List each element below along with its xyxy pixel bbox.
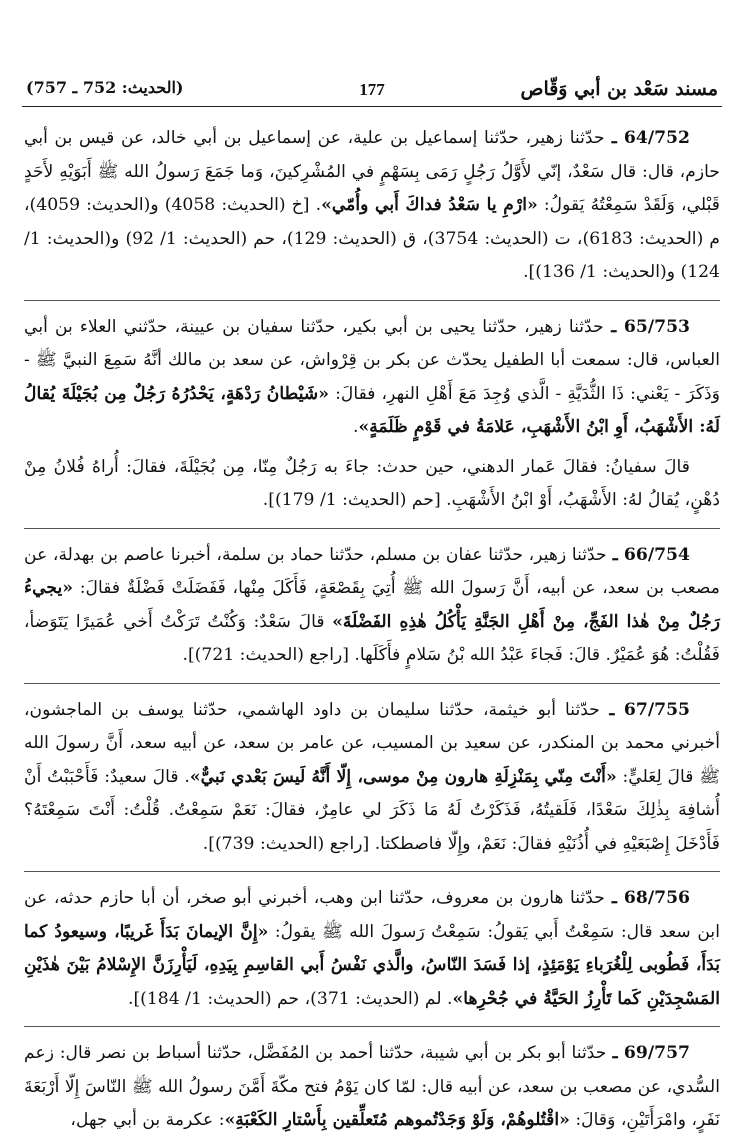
hadith-paragraph <box>24 311 720 445</box>
hadith-number: 65/753 ـ <box>603 316 690 337</box>
page-body <box>24 112 720 1148</box>
prophetic-quote: «ارْمِ يا سَعْدُ فداكَ أَبي وأُمّي» <box>321 195 538 215</box>
prophetic-quote: «أَنْتَ مِنّي بِمَنْزِلَةِ هارون مِنْ موسى، إِلّا أَنَّهُ لَيسَ بَعْدي نَبيٌّ» <box>189 766 617 787</box>
hadith-range: (الحديث: 752 ـ 757) <box>26 78 184 97</box>
hadith-entry <box>24 872 720 1027</box>
hadith-paragraph <box>24 882 720 1016</box>
hadith-paragraph <box>24 451 720 518</box>
hadith-entry <box>24 301 720 529</box>
narration-text: حدّثنا زهير، حدّثنا عفان بن مسلم، حدّثنا حماد بن سلمة، أخبرنا عاصم بن بهدلة، عن مصعب بن سعد، عن أبيه، أَنَّ رَسولَ الله ﷺ أُتِيَ بِقَصْعَةٍ، فَأَكَلَ مِنْها، فَفَضَلَتْ فَضْلَةٌ فقالَ: <box>24 544 720 598</box>
narration-text: قالَ سَعْدٌ: وَكُنْتُ تَرَكْتُ أَخي عُمَيرًا يَتَوَضأ، فَقُلْتُ: هُوَ عُمَيْرٌ. قالَ: فَجاءَ عَبْدُ الله بْنُ سَلامٍ فأَكَلَها. [راجع (الحديث: 721)]. <box>24 611 720 665</box>
hadith-paragraph <box>24 1037 720 1138</box>
narration-text: . [خ (الحديث: 4058) و(الحديث: 4059)، م (الحديث: 6183)، ت (الحديث: 3754)، ق (الحديث: 129)، حم (الحديث: 1/ 92) و(الحديث: 1/ 124) و(الحديث: 1/ 136)]. <box>24 195 720 282</box>
narration-text: . <box>353 417 359 437</box>
hadith-paragraph <box>24 694 720 862</box>
prophetic-quote: «إِنَّ الإيمانَ بَدَأَ غَريبًا، وسيعودُ كما بَدَأَ، فَطُوبى لِلْغُرَباءِ يَوْمَئِذٍ، إذا فَسَدَ النّاسُ، والَّذي نَفْسُ أَبي القاسِمِ بِيَدِهِ، لَيَأْرِزَنَّ الإِسْلامُ بَيْنَ هٰذَيْنِ المَسْجِدَيْنِ كَما تَأْرِزُ الحَيَّةُ في جُحْرِها» <box>24 921 720 1009</box>
hadith-entry <box>24 684 720 873</box>
narration-text: حدّثنا زهير، حدّثنا إسماعيل بن علية، عن إسماعيل بن أبي خالد، عن قيس بن أبي حازم، قال: قال سَعْدٌ، إنّي لأَوَّلُ رَجُلٍ رَمَى بِسَهْمٍ في المُشْرِكينَ، وَما جَمَعَ رَسولُ الله ﷺ أَبَوَيْهِ لأَحَدٍ قَبْلي، وَلَقَدْ سَمِعْتُهُ يَقولُ: <box>24 128 720 215</box>
narration-text: : عكرمة بن أبي جهل، <box>70 1110 225 1130</box>
narration-text: . لم (الحديث: 371)، حم (الحديث: 1/ 184)]. <box>128 988 453 1009</box>
hadith-paragraph <box>24 122 720 290</box>
narration-text: قالَ سفيانُ: فقالَ عَمار الدهني، حين حدث: جاءَ به رَجُلٌ مِنّا، مِن بُجَيْلَةَ، فقالَ: أُراهُ فُلانُ مِنْ دُهْنٍ، يُقالُ لهُ: الأَشْهَبُ، أَوْ ابْنُ الأَشْهَبِ. [حم (الحديث: 1/ 179)]. <box>24 456 720 510</box>
narration-text: حدّثنا زهير، حدّثنا يحيى بن أبي بكير، حدّثنا سفيان بن عيينة، حدّثني العلاء بن أبي العباس، قال: سمعت أبا الطفيل يحدّث عن بكر بن قِرْواش، عن سعد بن مالك أنَّهُ سَمِعَ النبيَّ ﷺ - وَذَكَرَ - يَعْني: ذَا الثُّدَيَّةِ - الَّذي وُجِدَ مَعَ أَهْلِ النهرِ، فقالَ: <box>24 316 720 404</box>
hadith-number: 64/752 ـ <box>604 128 690 148</box>
hadith-entry <box>24 112 720 301</box>
page-header <box>22 70 722 107</box>
hadith-entry <box>24 1027 720 1148</box>
narration-text: حدّثنا أبو خيثمة، حدّثنا سليمان بن داود الهاشمي، حدّثنا يوسف بن الماجشون، أخبرني محمد بن المنكدر، عن سعيد بن المسيب، عن عامر بن سعد، عن أبيه سعد، أَنَّ رسولَ الله ﷺ قالَ لِعَليٍّ: <box>24 699 720 787</box>
prophetic-quote: «يجيءُ رَجُلٌ مِنْ هٰذا الفَجِّ، مِنْ أَهْلِ الجَنَّةِ يَأْكُلُ هٰذِهِ الفَضْلَةَ» <box>24 578 720 632</box>
narration-text: حدّثنا أبو بكر بن أبي شيبة، حدّثنا أحمد بن المُفَضَّل، حدّثنا أسباط بن نصر قال: زعم السُّدي، عن مصعب بن سعد، عن أبيه قال: لمّا كان يَوْمُ فتح مكّةَ أَمَّنَ رسولُ الله ﷺ النّاسَ إِلّا أَرْبَعَةَ نَفَرٍ، وامْرَأَتَيْنِ، وَقالَ: <box>24 1043 720 1130</box>
hadith-paragraph <box>24 539 720 673</box>
hadith-number: 69/757 ـ <box>606 1043 690 1063</box>
page-number: 177 <box>359 80 385 99</box>
hadith-number: 67/755 ـ <box>599 699 690 720</box>
narration-text: حدّثنا هارون بن معروف، حدّثنا ابن وهب، أخبرني أبو صخر، أن أبا حازم حدثه، عن ابن سعد قال: سَمِعْتُ أَبي يَقولُ: سَمِعْتُ رَسولَ الله ﷺ يقولُ: <box>24 888 720 942</box>
narration-text: . قالَ سعيدٌ: فَأَحْبَبْتُ أَنْ أُشافِهَ بِذٰلِكَ سَعْدًا، فَلَقيتُهُ، فَذَكَرْتُ لَهُ مَا ذَكَرَ لي عامِرٌ، فقالَ: نَعَمْ سَمِعْتُ. قُلْتُ: أَنْتَ سَمِعْتَهُ؟ فَأَدْخَلَ إِصْبَعَيْهِ في أُذُنَيْهِ فقالَ: نَعَمْ، وإِلّا فاصطكتا. [راجع (الحديث: 739)]. <box>24 766 720 854</box>
book-title: مسند سَعْد بن أبي وَقّاص <box>520 78 718 100</box>
hadith-number: 68/756 ـ <box>604 888 690 908</box>
hadith-entry <box>24 529 720 684</box>
prophetic-quote: «شَيْطانُ رَدْهَةٍ، يَحْدُرُهُ رَجُلٌ مِن بُجَيْلَةَ يُقالُ لَهُ: الأَشْهَبُ، أَوِ ابْنُ الأَشْهَبِ، عَلامَةُ في قَوْمٍ ظَلَمَةٍ» <box>24 383 720 437</box>
hadith-number: 66/754 ـ <box>606 544 690 565</box>
prophetic-quote: «اقْتُلوهُمْ، وَلَوْ وَجَدْتُموهم مُتَعلِّقين بِأَسْتارِ الكَعْبَةِ» <box>224 1110 570 1130</box>
